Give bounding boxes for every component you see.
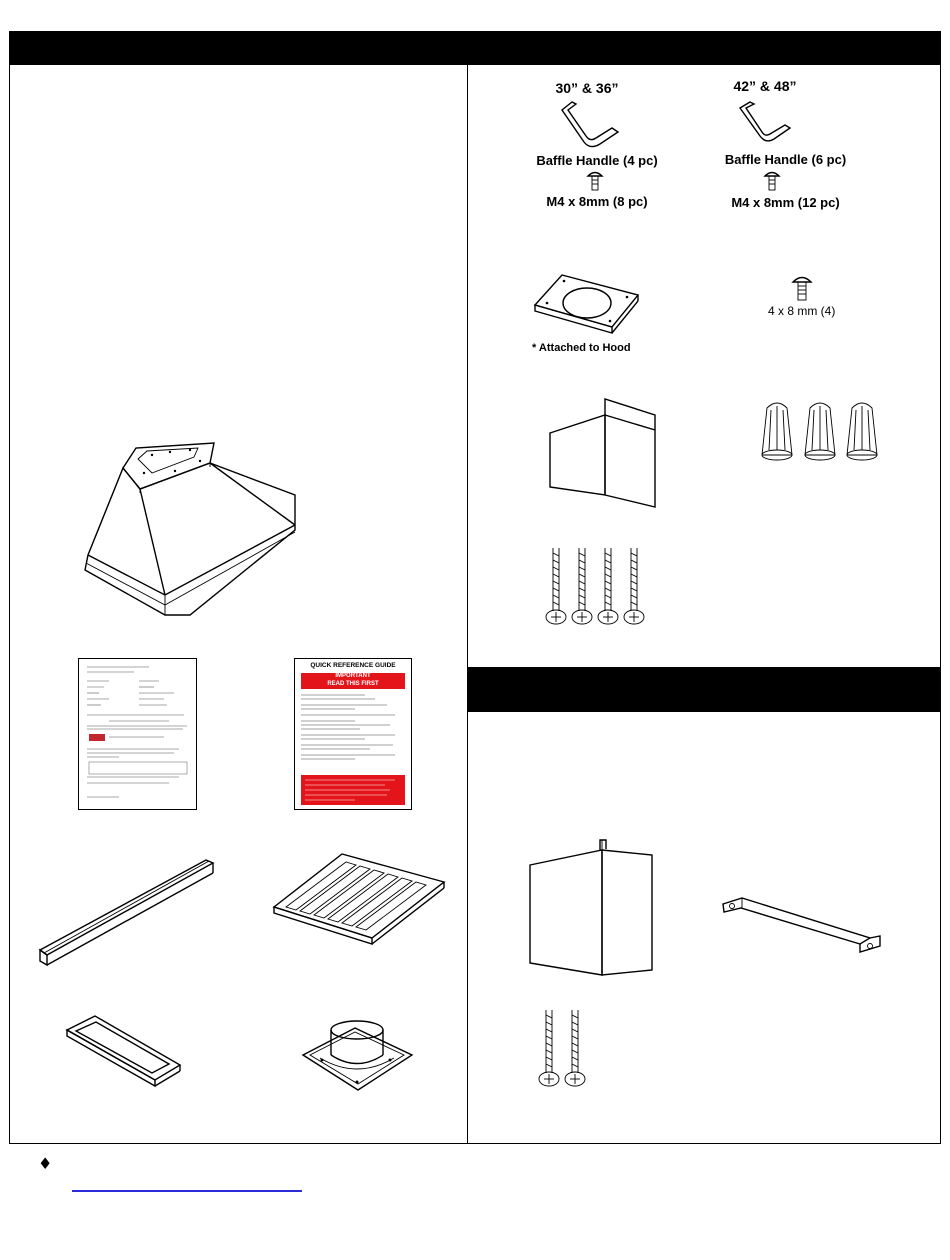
baffle-handle-small-icon [560, 98, 620, 153]
support-bracket-illustration [720, 888, 885, 953]
screw-small-label: M4 x 8mm (8 pc) [546, 194, 648, 209]
gasket-frame-illustration [55, 1010, 190, 1090]
footer-link[interactable] [72, 1190, 302, 1192]
guide-title: QUICK REFERENCE GUIDE [310, 662, 396, 669]
duct-bracket-illustration [532, 265, 642, 335]
baffle-handle-large-icon [738, 98, 793, 148]
header-bar [9, 31, 941, 65]
handle-large-label: Baffle Handle (6 pc) [724, 152, 847, 167]
footer-bullet: ♦ [38, 1154, 53, 1173]
mounting-screw-icon [790, 274, 814, 302]
duct-collar-illustration [300, 1010, 415, 1095]
handle-small-label: Baffle Handle (4 pc) [536, 153, 658, 168]
handle-small-size-label: 30” & 36” [555, 80, 619, 96]
screw-large-label: M4 x 8mm (12 pc) [731, 195, 840, 210]
screw-small-icon [585, 170, 605, 192]
handle-large-size-label: 42” & 48” [733, 78, 797, 94]
wire-nuts-illustration [755, 400, 895, 465]
section-divider [467, 667, 941, 668]
chimney-screws-illustration [533, 1005, 598, 1090]
quick-reference-guide [294, 658, 412, 810]
section-header-bar [467, 668, 941, 712]
guide-banner-line2: READ THIS FIRST [327, 680, 379, 687]
warranty-card [78, 658, 197, 810]
chimney-cover-large-illustration [522, 835, 657, 985]
long-screws-illustration [540, 543, 660, 628]
chimney-cover-small-illustration [545, 395, 660, 515]
range-hood-illustration [80, 435, 310, 625]
screw-large-icon [762, 170, 782, 192]
filter-rail-illustration [38, 855, 218, 970]
baffle-filter-illustration [272, 852, 447, 942]
mounting-screw-label: 4 x 8 mm (4) [768, 304, 836, 318]
bracket-note: * Attached to Hood [532, 342, 631, 354]
guide-banner-line1: IMPORTANT [335, 673, 371, 679]
